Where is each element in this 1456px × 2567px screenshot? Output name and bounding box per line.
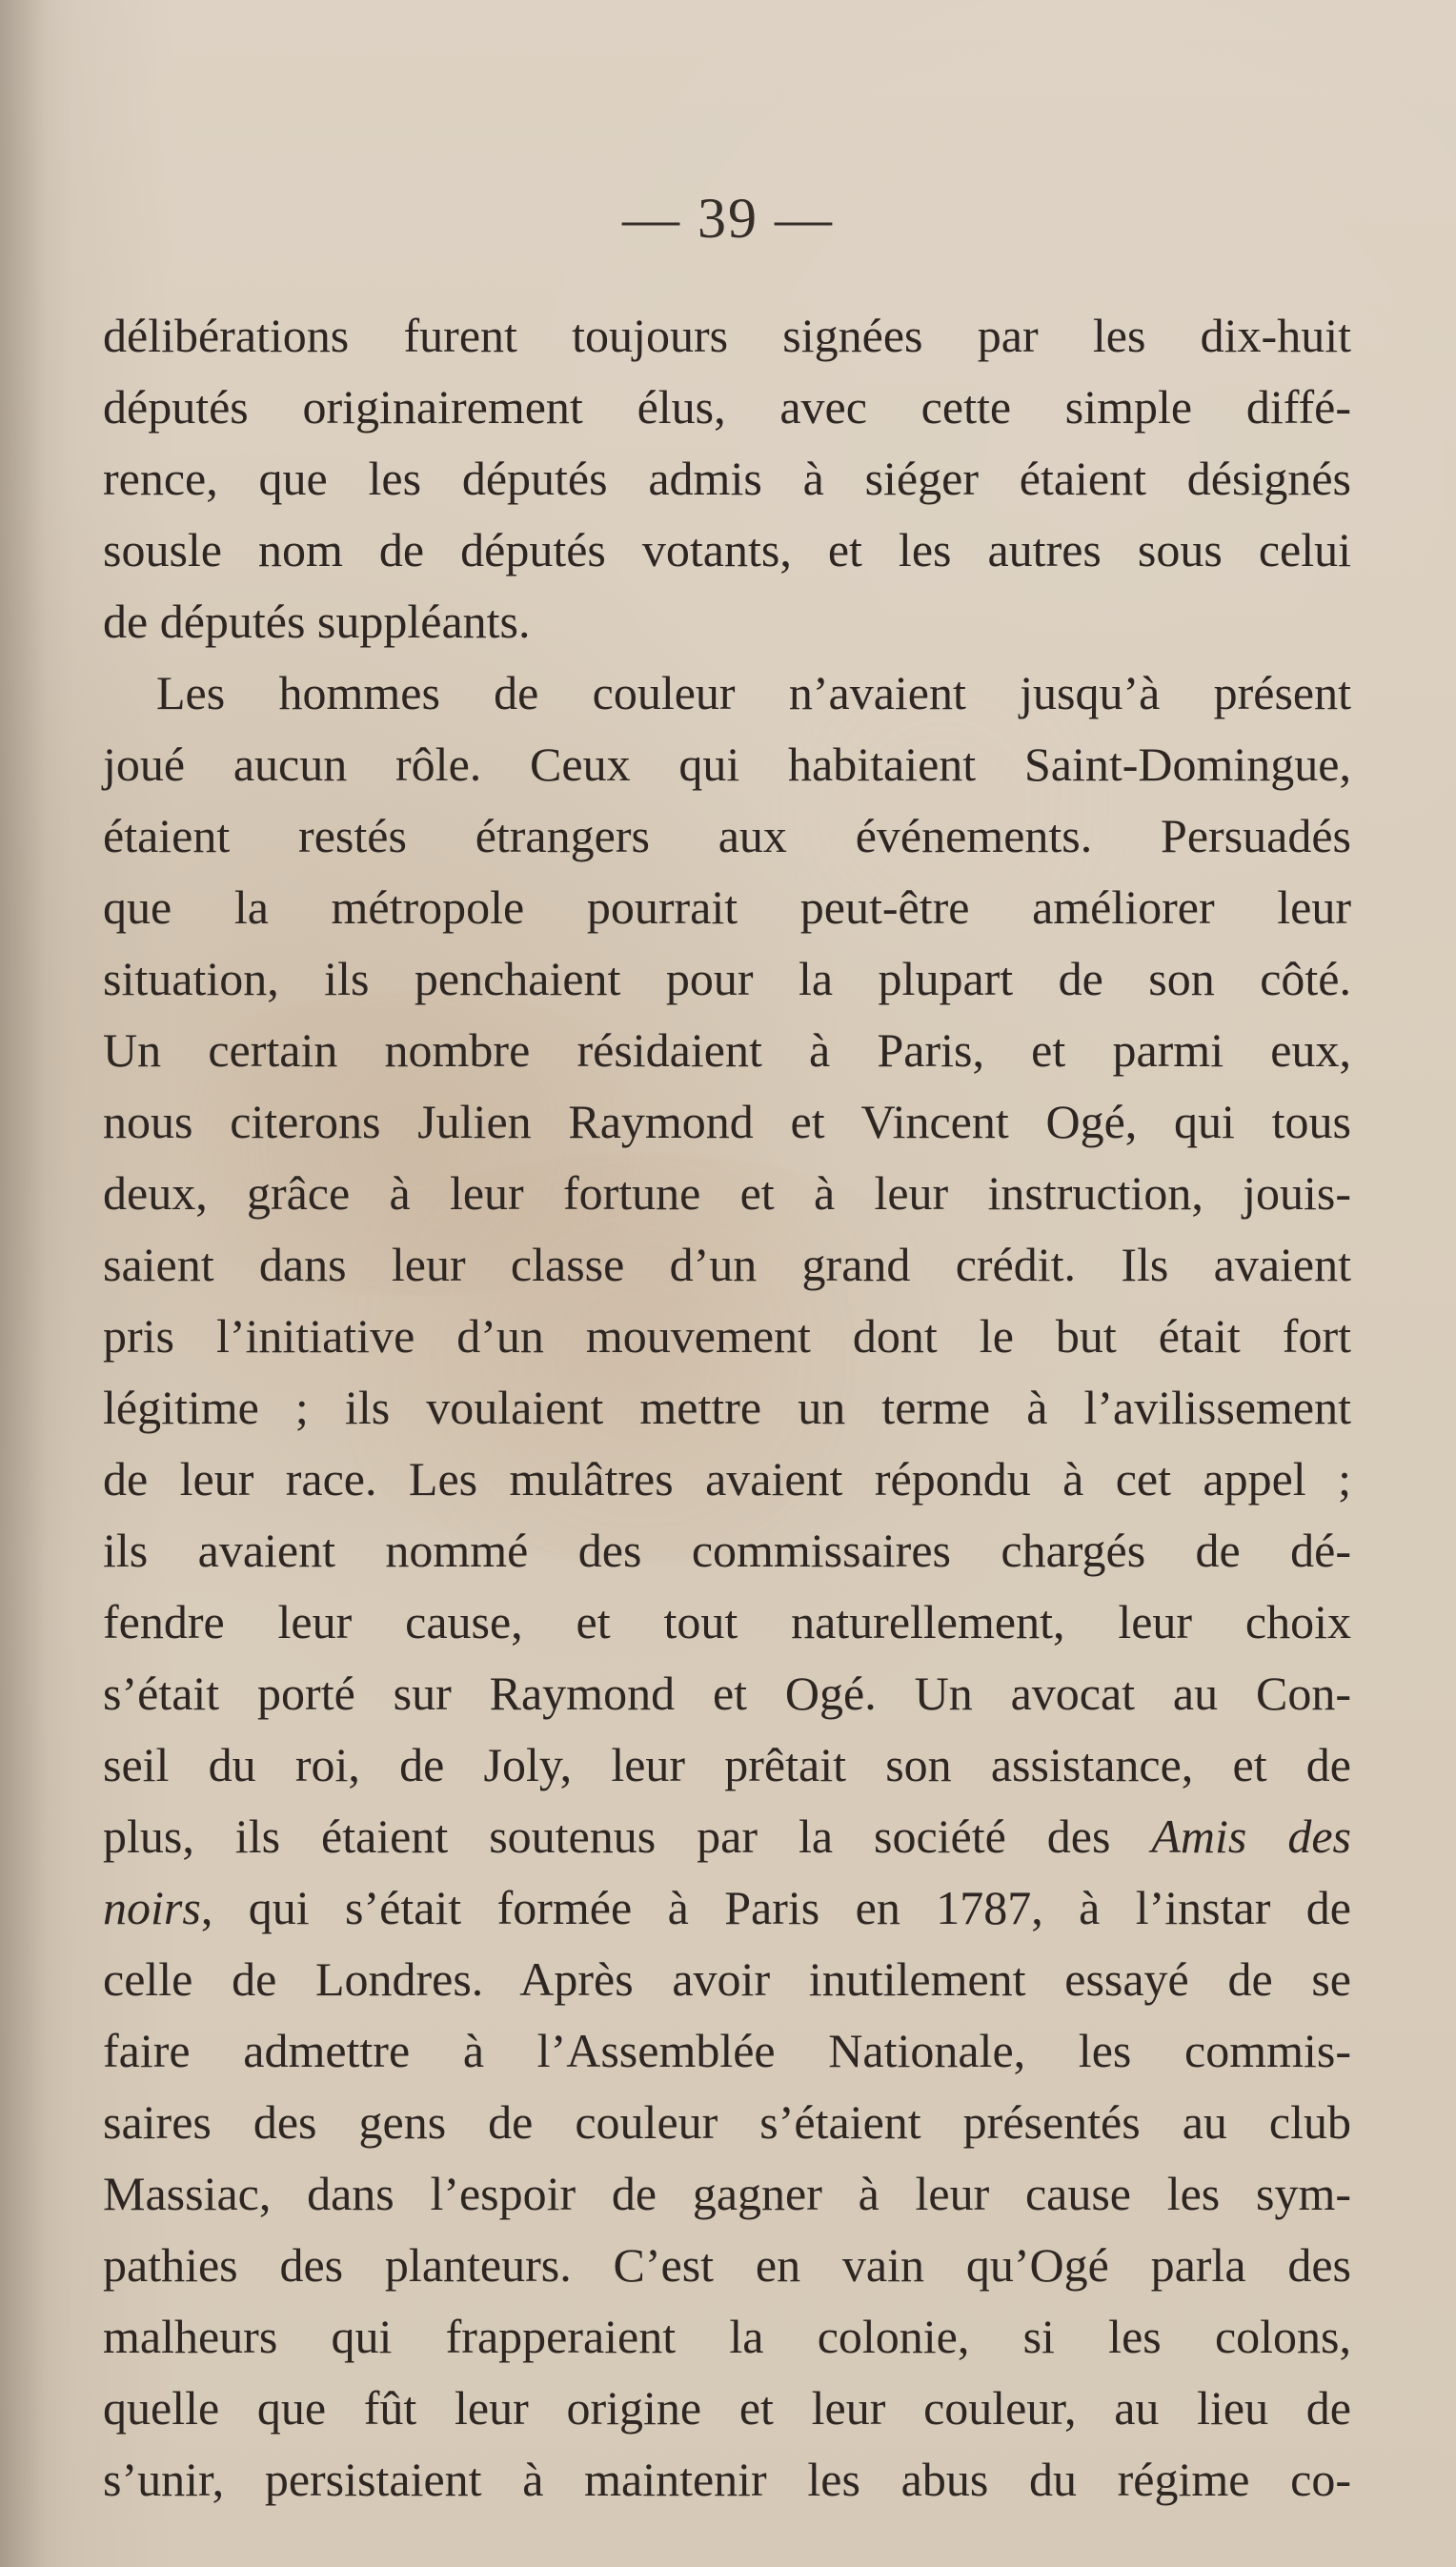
text-line: que la métropole pourrait peut-être améliorer leur [103, 880, 1351, 934]
text-line: sousle nom de députés votants, et les autres sous celui [103, 523, 1351, 576]
text-line-with-italic [103, 1872, 1351, 1944]
text-line: pris l’initiative d’un mouvement dont le but était fort [103, 1309, 1351, 1363]
text-line: délibérations furent toujours signées par les dix-huit [103, 309, 1351, 362]
text-line: de députés suppléants. [103, 595, 531, 648]
page-binding-shadow [0, 0, 46, 2567]
text-line: ils avaient nommé des commissaires chargés de dé- [103, 1524, 1351, 1577]
italic-text-segment: Amis des [1151, 1809, 1351, 1863]
text-line: seil du roi, de Joly, leur prêtait son assistance, et de [103, 1738, 1351, 1791]
text-line: celle de Londres. Après avoir inutilement essayé de se [103, 1952, 1351, 2006]
text-segment: plus, ils étaient soutenus par la société des [103, 1809, 1152, 1863]
text-line: Massiac, dans l’espoir de gagner à leur cause les sym- [103, 2167, 1351, 2220]
text-line: légitime ; ils voulaient mettre un terme à l’avilissement [103, 1381, 1351, 1434]
text-line: s’était porté sur Raymond et Ogé. Un avocat au Con- [103, 1667, 1351, 1720]
text-line: joué aucun rôle. Ceux qui habitaient Saint-Domingue, [103, 738, 1351, 791]
text-line: étaient restés étrangers aux événements. Persuadés [103, 809, 1351, 862]
text-line: nous citerons Julien Raymond et Vincent Ogé, qui tous [103, 1095, 1351, 1148]
text-line: fendre leur cause, et tout naturellement, leur choix [103, 1595, 1351, 1648]
italic-text-segment: noirs [103, 1881, 201, 1934]
text-line: saient dans leur classe d’un grand crédit. Ils avaient [103, 1238, 1351, 1291]
text-line: pathies des planteurs. C’est en vain qu’Ogé parla des [103, 2238, 1351, 2292]
text-line: Les hommes de couleur n’avaient jusqu’à présent [156, 666, 1351, 719]
text-line: Un certain nombre résidaient à Paris, et parmi eux, [103, 1023, 1351, 1077]
text-line-with-italic [103, 1801, 1351, 1872]
text-line: faire admettre à l’Assemblée Nationale, les commis- [103, 2024, 1351, 2077]
text-line: s’unir, persistaient à maintenir les abus du régime co- [103, 2453, 1351, 2506]
text-line: de leur race. Les mulâtres avaient répondu à cet appel ; [103, 1452, 1351, 1506]
text-line: quelle que fût leur origine et leur couleur, au lieu de [103, 2381, 1351, 2435]
text-segment: , qui s’était formée à Paris en 1787, à l’instar de [200, 1881, 1351, 1934]
page-number: — 39 — [622, 187, 834, 250]
text-line: saires des gens de couleur s’étaient présentés au club [103, 2095, 1351, 2149]
body-text [103, 300, 1351, 2516]
text-line: députés originairement élus, avec cette simple diffé- [103, 380, 1351, 434]
text-line: deux, grâce à leur fortune et à leur instruction, jouis- [103, 1166, 1351, 1220]
text-line: malheurs qui frapperaient la colonie, si les colons, [103, 2310, 1351, 2363]
text-line: rence, que les députés admis à siéger étaient désignés [103, 452, 1351, 505]
text-line: situation, ils penchaient pour la plupart de son côté. [103, 952, 1351, 1005]
